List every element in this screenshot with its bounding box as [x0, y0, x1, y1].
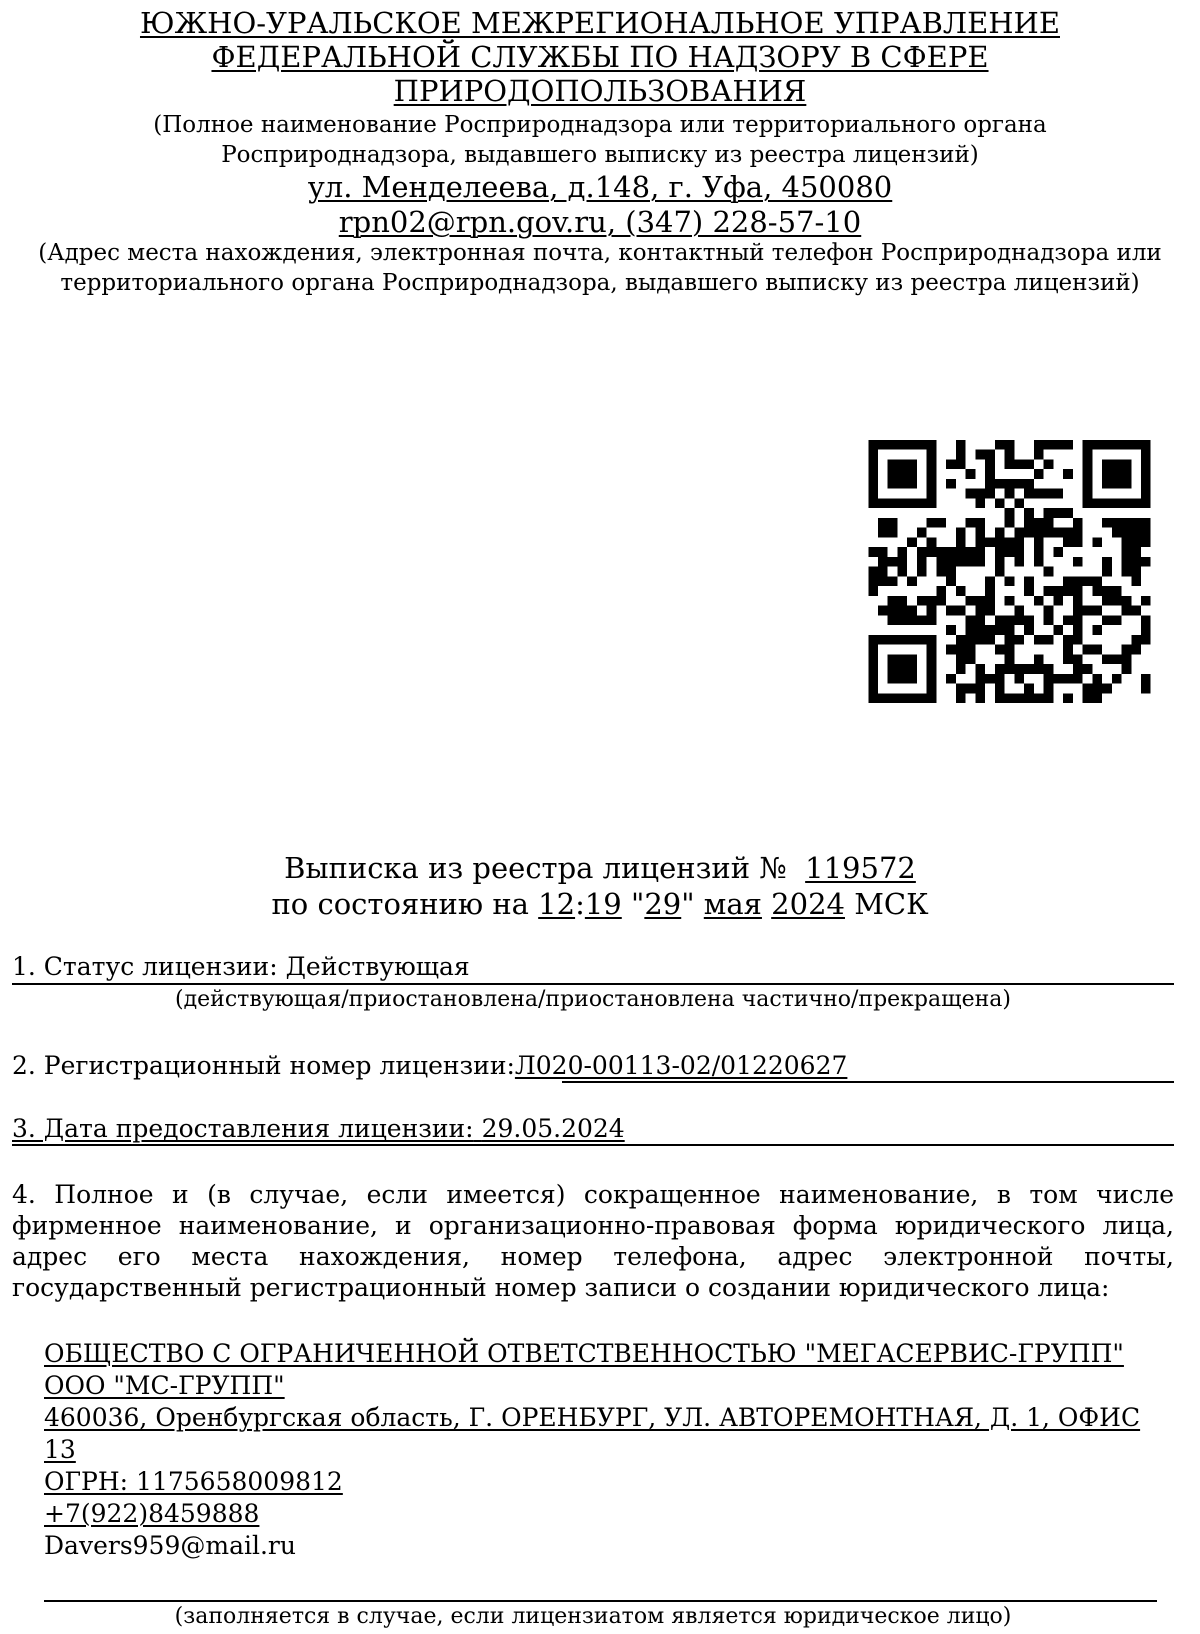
license-status	[12, 951, 1174, 982]
state-year: 2024	[771, 887, 845, 921]
entity-address: 460036, Оренбургская область, Г. ОРЕНБУРГ, УЛ. АВТОРЕМОНТНАЯ, Д. 1, ОФИС 13	[44, 1403, 1141, 1464]
issue-date-underline	[12, 1144, 1174, 1146]
status-underline	[12, 983, 1174, 985]
license-status-label: 1. Статус лицензии:	[12, 952, 278, 981]
extract-number: 119572	[805, 851, 916, 885]
license-issue-date-value: 29.05.2024	[481, 1114, 625, 1143]
entity-caption: (заполняется в случае, если лицензиатом является юридическое лицо)	[174, 1604, 1012, 1629]
state-day: 29	[644, 887, 682, 921]
state-hour: 12	[538, 887, 576, 921]
extract-title-prefix: Выписка из реестра лицензий №	[284, 851, 787, 885]
issuing-authority-name: ЮЖНО-УРАЛЬСКОЕ МЕЖРЕГИОНАЛЬНОЕ УПРАВЛЕНИЕ ФЕДЕРАЛЬНОЙ СЛУЖБЫ ПО НАДЗОРУ В СФЕРЕ ПРИРОДОПОЛЬЗОВАНИЯ	[139, 6, 1060, 108]
state-timezone: МСК	[854, 887, 929, 921]
qr-code-icon	[868, 440, 1151, 703]
extract-title-line	[0, 850, 1200, 886]
extract-state-line: по состоянию на 12:19 "29" мая 2024 МСК	[271, 887, 929, 921]
state-minute: 19	[584, 887, 622, 921]
license-issue-date-label: 3. Дата предоставления лицензии:	[12, 1114, 474, 1143]
license-status-value: Действующая	[285, 952, 470, 981]
issuing-authority-caption: (Полное наименование Росприроднадзора или территориального органа Росприроднадзора, выдавшего выписку из реестра лицензий)	[153, 112, 1047, 168]
entity-full-name: ОБЩЕСТВО С ОГРАНИЧЕННОЙ ОТВЕТСТВЕННОСТЬЮ "МЕГАСЕРВИС-ГРУПП"	[44, 1339, 1124, 1368]
authority-address-caption: (Адрес места нахождения, электронная почта, контактный телефон Росприроднадзора или территориального органа Росприроднадзора, выдавшего выписку из реестра лицензий)	[38, 240, 1162, 296]
entity-short-name: ООО "МС-ГРУПП"	[44, 1371, 285, 1400]
entity-ogrn: ОГРН: 1175658009812	[44, 1467, 343, 1496]
state-month: мая	[703, 887, 762, 921]
reg-number-underline	[562, 1081, 1174, 1083]
authority-address: ул. Менделеева, д.148, г. Уфа, 450080	[307, 170, 893, 204]
entity-phone: +7(922)8459888	[44, 1499, 260, 1528]
license-reg-number-value: Л020-00113-02/01220627	[514, 1051, 848, 1080]
entity-email: Davers959@mail.ru	[44, 1531, 296, 1560]
license-reg-number	[12, 1050, 1174, 1081]
entity-section-text: 4. Полное и (в случае, если имеется) сокращенное наименование, в том числе фирменное наименование, и организационно-правовая форма юридического лица, адрес его места нахождения, номер телефона, адрес электронной почты, государственный регистрационный номер записи о создании юридического лица:	[12, 1180, 1174, 1302]
license-status-caption: (действующая/приостановлена/приостановлена частично/прекращена)	[175, 987, 1011, 1012]
extract-title	[0, 850, 1200, 922]
license-issue-date	[12, 1113, 1174, 1144]
state-prefix: по состоянию на	[271, 887, 529, 921]
entity-underline	[44, 1600, 1157, 1602]
authority-contacts: rpn02@rpn.gov.ru, (347) 228-57-10	[338, 205, 862, 239]
entity-details	[44, 1338, 1174, 1562]
license-reg-number-label: 2. Регистрационный номер лицензии:	[12, 1051, 515, 1080]
